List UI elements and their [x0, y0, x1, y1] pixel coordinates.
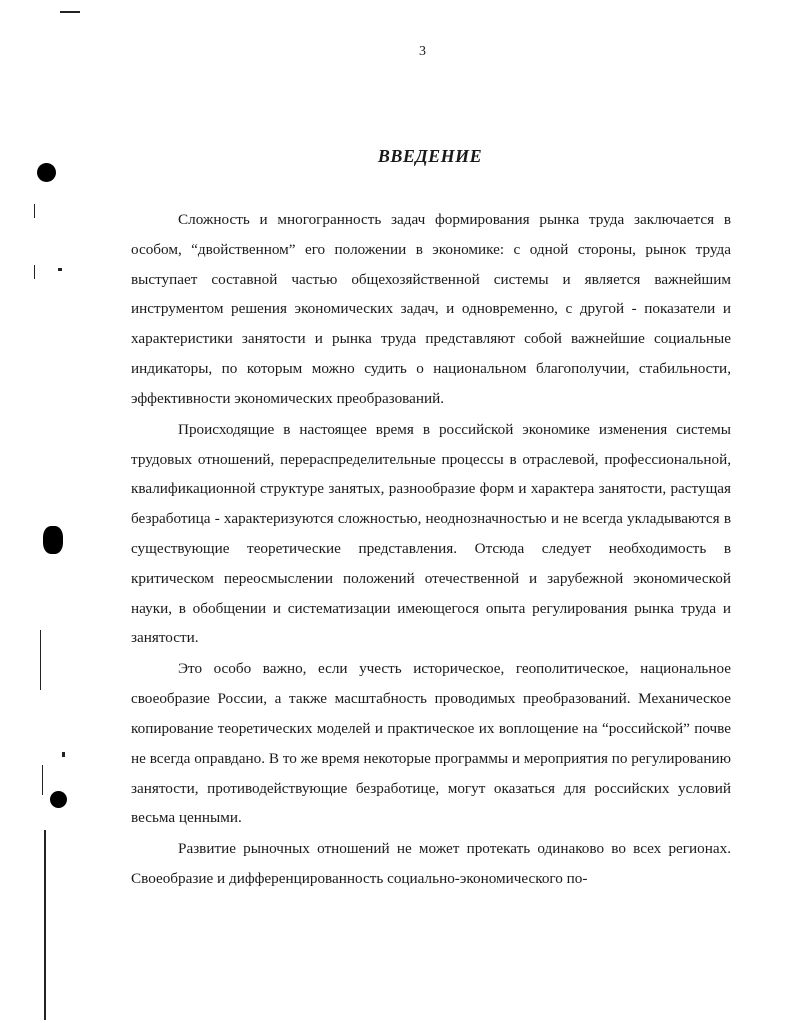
body-text [131, 205, 731, 895]
scan-edge-line-5 [44, 830, 46, 1020]
page-title: ВВЕДЕНИЕ [377, 146, 483, 166]
scan-mark-small [58, 268, 62, 271]
paragraph-3: Это особо важно, если учесть историческое, геополитическое, национальное своеобразие России, а также масштабность проводимых преобразований. Механическое копирование теоретических моделей и практическое их воплощение на “российской” почве не всегда оправдано. В то же время некоторые программы и мероприятия по регулированию занятости, противодействующие безработице, могут оказаться для российских условий весьма ценными. [131, 660, 731, 827]
scan-edge-line-1 [34, 204, 35, 218]
scan-edge-line-3 [40, 630, 41, 690]
punch-hole-bottom [50, 791, 67, 808]
scan-mark-small-2 [62, 752, 65, 757]
scan-edge-line-4 [42, 765, 43, 795]
page-number: 3 [419, 44, 426, 59]
paragraph-2: Происходящие в настоящее время в российской экономике изменения системы трудовых отношений, перераспределительные процессы в отраслевой, профессиональной, квалификационной структуре занятых, разнообразие форм и характера занятости, растущая безработица - характеризуются сложностью, неоднозначностью и не всегда укладываются в существующие теоретические представления. Отсюда следует необходимость в критическом переосмыслении положений отечественной и зарубежной экономической науки, в обобщении и систематизации имеющегося опыта регулирования рынка труда и занятости. [131, 420, 731, 647]
punch-hole-middle [43, 526, 63, 554]
paragraph-1: Сложность и многогранность задач формирования рынка труда заключается в особом, “двойственном” его положении в экономике: с одной стороны, рынок труда выступает составной частью общехозяйственной системы и является важнейшим инструментом решения экономических задач, и одновременно, с другой - показатели и характеристики занятости и рынка труда представляют собой важнейшие социальные индикаторы, по которым можно судить о национальном благополучии, стабильности, эффективности экономических преобразований. [131, 211, 731, 407]
scan-line-top-left [60, 11, 80, 13]
scan-edge-line-2 [34, 265, 35, 279]
paragraph-4: Развитие рыночных отношений не может протекать одинаково во всех регионах. Своеобразие и дифференцированность социально-экономического по- [131, 840, 731, 888]
